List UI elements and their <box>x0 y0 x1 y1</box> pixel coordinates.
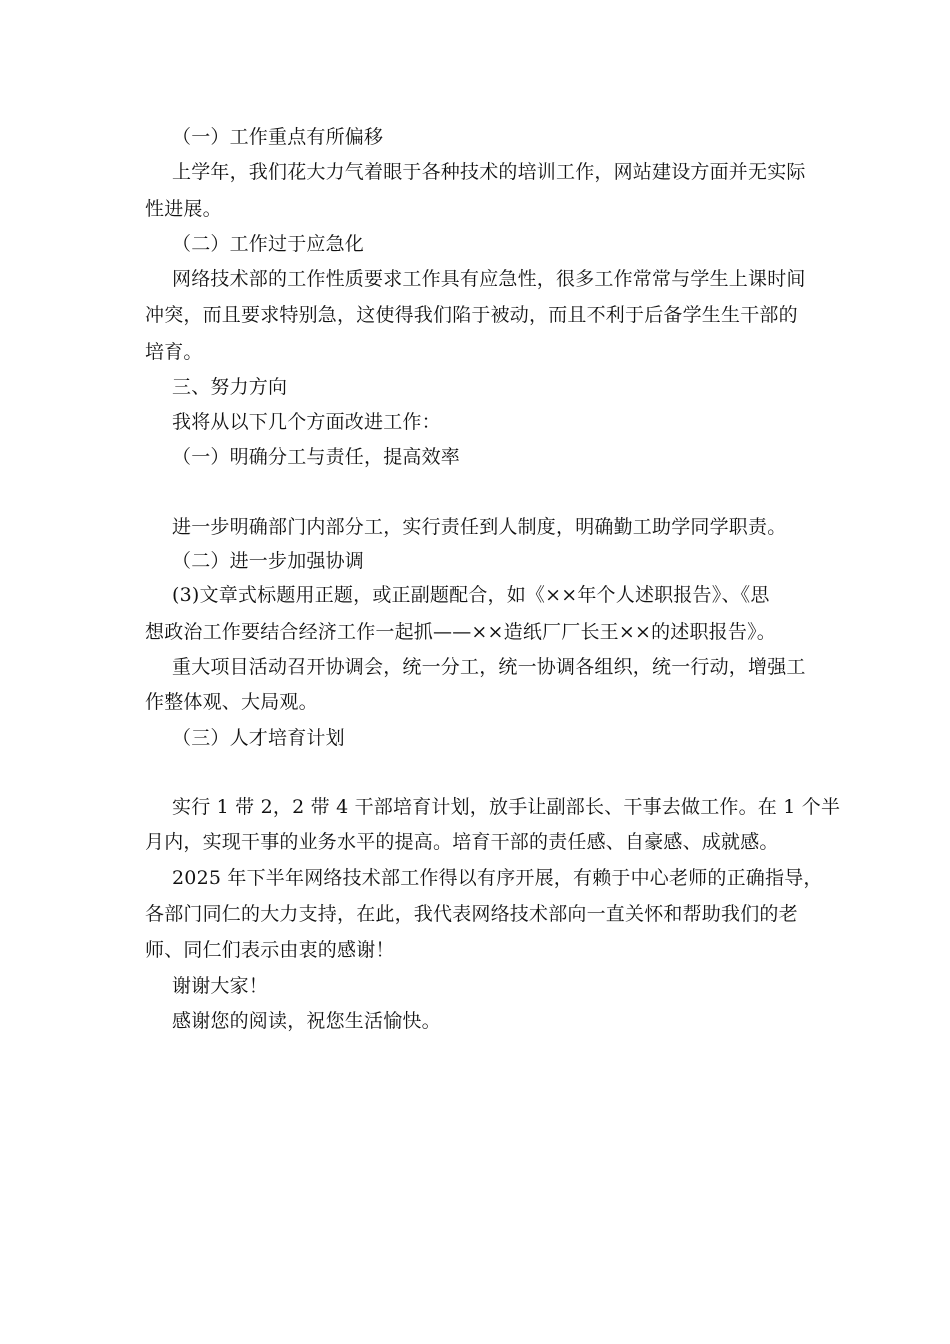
paragraph-line: 网络技术部的工作性质要求工作具有应急性，很多工作常常与学生上课时间 <box>172 268 806 290</box>
paragraph-line: 性进展。 <box>145 198 222 220</box>
subheading-emergency: （二）工作过于应急化 <box>172 233 365 255</box>
paragraph-line: (3)文章式标题用正题，或正副题配合，如《××年个人述职报告》、《思 <box>172 584 770 606</box>
subheading-coordination: （二）进一步加强协调 <box>172 550 365 572</box>
paragraph-line: 进一步明确部门内部分工，实行责任到人制度，明确勤工助学同学职责。 <box>172 516 787 538</box>
paragraph-line: 冲突，而且要求特别急，这使得我们陷于被动，而且不利于后备学生生干部的 <box>145 304 798 326</box>
paragraph-line: 实行 1 带 2，2 带 4 干部培育计划，放手让副部长、干事去做工作。在 1 个半 <box>172 796 841 818</box>
paragraph-line: 作整体观、大局观。 <box>145 691 318 713</box>
closing-reading: 感谢您的阅读，祝您生活愉快。 <box>172 1010 441 1032</box>
paragraph-line: 月内，实现干事的业务水平的提高。培育干部的责任感、自豪感、成就感。 <box>145 831 779 853</box>
paragraph-line: 2025 年下半年网络技术部工作得以有序开展，有赖于中心老师的正确指导， <box>172 867 823 889</box>
paragraph-line: 各部门同仁的大力支持，在此，我代表网络技术部向一直关怀和帮助我们的老 <box>145 903 798 925</box>
section-heading-direction: 三、努力方向 <box>172 376 288 398</box>
subheading-talent-plan: （三）人才培育计划 <box>172 727 345 749</box>
paragraph-line: 我将从以下几个方面改进工作： <box>172 411 441 433</box>
subheading-focus-shift: （一）工作重点有所偏移 <box>172 126 384 148</box>
paragraph-line: 想政治工作要结合经济工作一起抓——××造纸厂厂长王××的述职报告》。 <box>145 621 776 643</box>
subheading-clarify-duties: （一）明确分工与责任，提高效率 <box>172 446 461 468</box>
paragraph-line: 培育。 <box>145 341 203 363</box>
paragraph-line: 重大项目活动召开协调会，统一分工，统一协调各组织，统一行动，增强工 <box>172 656 806 678</box>
paragraph-line: 师、同仁们表示由衷的感谢！ <box>145 939 395 961</box>
paragraph-line: 上学年，我们花大力气着眼于各种技术的培训工作，网站建设方面并无实际 <box>172 161 806 183</box>
closing-thanks: 谢谢大家！ <box>172 975 269 997</box>
